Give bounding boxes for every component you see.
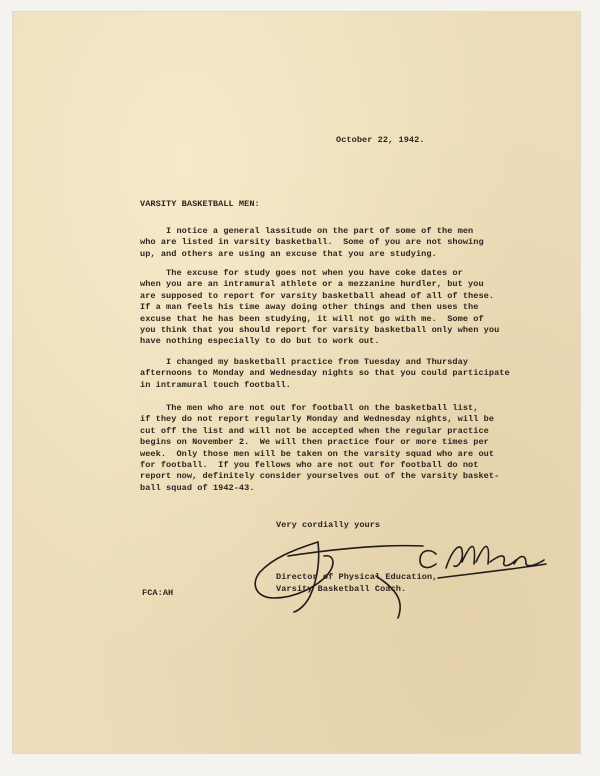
paragraph-line: when you are an intramural athlete or a mezzanine hurdler, but you [140,279,484,290]
paragraph-line: you think that you should report for varsity basketball only when you [140,325,500,336]
letter-closing: Very cordially yours [276,520,381,530]
paragraph-line: begins on November 2. We will then practice four or more times per [140,437,489,448]
paragraph-line: who are listed in varsity basketball. Some of you are not showing [140,237,484,248]
paragraph-3 [140,357,510,391]
paragraph-2 [140,268,499,348]
paragraph-line: I changed my basketball practice from Tuesday and Thursday [140,357,469,367]
paragraph-line: If a man feels his time away doing other things and then uses the [140,302,479,313]
paragraph-line: I notice a general lassitude on the part of some of the men [140,226,474,236]
paragraph-line: ball squad of 1942-43. [140,482,255,493]
paragraph-line: in intramural touch football. [140,379,292,390]
paragraph-line: afternoons to Monday and Wednesday nights so that you could participate [140,368,510,379]
signer-title-line-2: Varsity Basketball Coach. [276,584,407,594]
paragraph-line: The excuse for study goes not when you have coke dates or [140,268,463,278]
paragraph-line: up, and others are using an excuse that you are studying. [140,248,437,259]
reference-initials: FCA:AH [142,588,174,598]
paragraph-1 [140,226,484,260]
letter-date: October 22, 1942. [336,135,425,145]
paragraph-line: have nothing especially to do but to work out. [140,336,380,347]
handwritten-signature [248,520,548,620]
letter-salutation: VARSITY BASKETBALL MEN: [140,199,260,209]
paragraph-line: excuse that he has been studying, it will not go with me. Some of [140,313,484,324]
paragraph-4 [140,403,499,494]
paragraph-line: cut off the list and will not be accepted when the regular practice [140,425,489,436]
paragraph-line: if they do not report regularly Monday and Wednesday nights, will be [140,414,495,425]
paragraph-line: report now, definitely consider yourselves out of the varsity basket- [140,471,500,482]
paragraph-line: week. Only those men will be taken on the varsity squad who are out [140,448,495,459]
paragraph-line: are supposed to report for varsity basketball ahead of all of these. [140,290,495,301]
paragraph-line: The men who are not out for football on the basketball list, [140,403,479,413]
signer-title-line-1: Director of Physical Education, [276,572,438,582]
paragraph-line: for football. If you fellows who are not out for football do not [140,460,479,471]
